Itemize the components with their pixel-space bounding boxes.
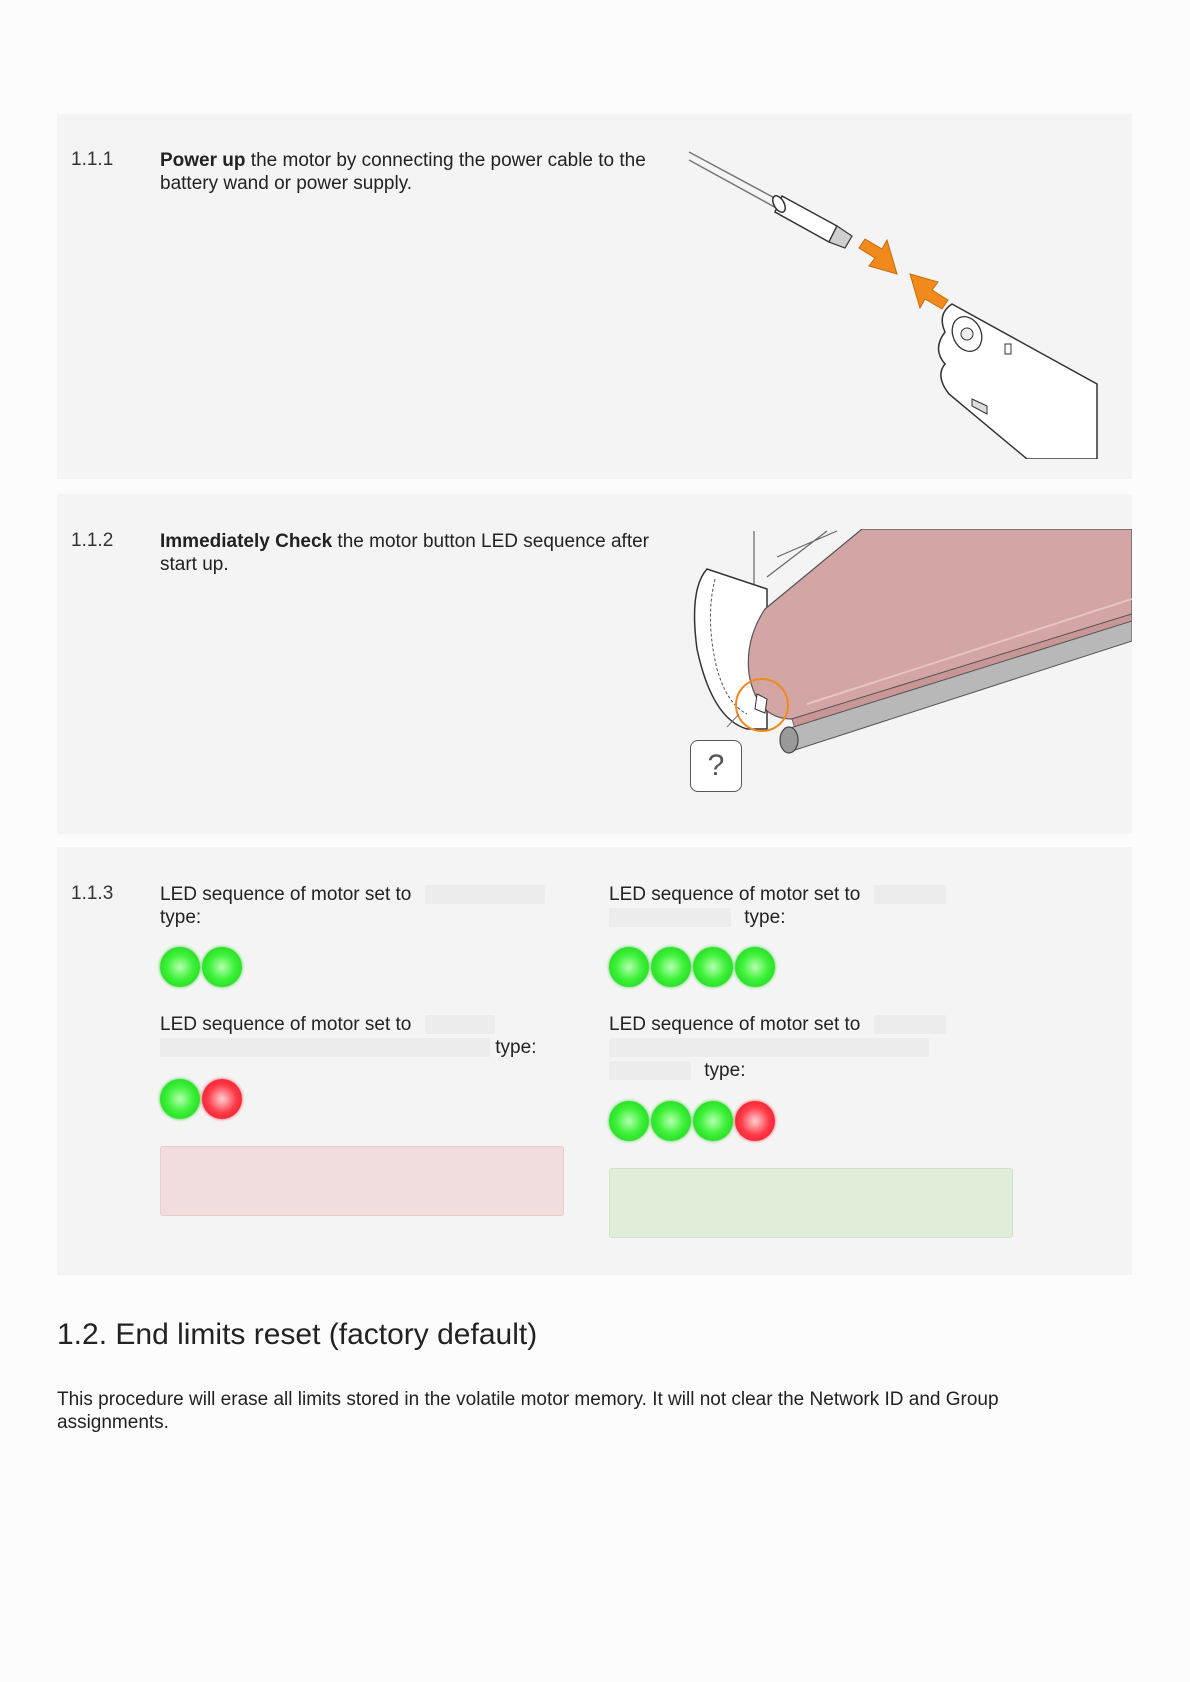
arrow-icon-left [910,274,948,309]
led-sequence-label: LED sequence of motor set to type: [160,883,580,929]
led-green-icon [609,1101,649,1141]
redacted-text [609,908,731,927]
led-row-green-red [160,1079,244,1119]
led-green-icon [160,947,200,987]
led-green-icon [609,947,649,987]
arrow-icon-right [859,239,897,274]
redacted-text [874,1015,946,1034]
redacted-text [609,1061,691,1080]
step-bold-text: Power up [160,150,246,171]
redacted-text [160,1038,490,1057]
led-red-icon [202,1079,242,1119]
led-red-icon [735,1101,775,1141]
led-sequence-label: LED sequence of motor set to type: [609,883,1029,929]
step-number: 1.1.2 [71,530,114,551]
led-row-four-green [609,947,777,987]
led-green-icon [693,947,733,987]
led-row-two-green [160,947,244,987]
section-heading: 1.2. End limits reset (factory default) [57,1318,538,1351]
step-1-1-3-panel [57,847,1132,1275]
redacted-text [425,885,545,904]
step-instruction [160,149,660,195]
led-green-icon [693,1101,733,1141]
redacted-text [874,885,946,904]
step-body-text: the motor button LED sequence after start up. [160,531,649,575]
led-green-icon [202,947,242,987]
led-green-icon [651,1101,691,1141]
step-number: 1.1.3 [71,883,114,904]
led-green-icon [735,947,775,987]
step-instruction [160,530,650,576]
led-sequence-label: LED sequence of motor set to type: [609,1013,1029,1082]
led-row-three-green-red [609,1101,777,1141]
redacted-text [425,1015,495,1034]
power-cable [689,152,782,210]
help-callout-icon: ? [690,740,742,792]
led-green-icon [160,1079,200,1119]
step-1-1-1-panel [57,114,1132,479]
section-paragraph: This procedure will erase all limits stored in the volatile motor memory. It will not clear the Network ID and Group assignments. [57,1389,999,1433]
success-note-box [609,1168,1013,1238]
step-bold-text: Immediately Check [160,531,333,552]
motor-tube [939,304,1098,459]
redacted-text [609,1038,929,1057]
connector-plug [770,194,852,248]
step-number: 1.1.1 [71,149,114,170]
power-cable-illustration [687,144,1132,459]
warning-note-box [160,1146,564,1216]
step-1-1-2-panel [57,494,1132,834]
led-green-icon [651,947,691,987]
led-sequence-label: LED sequence of motor set to type: [160,1014,537,1058]
step-body-text: the motor by connecting the power cable to the battery wand or power supply. [160,150,646,194]
roller-blind-illustration [687,529,1132,799]
